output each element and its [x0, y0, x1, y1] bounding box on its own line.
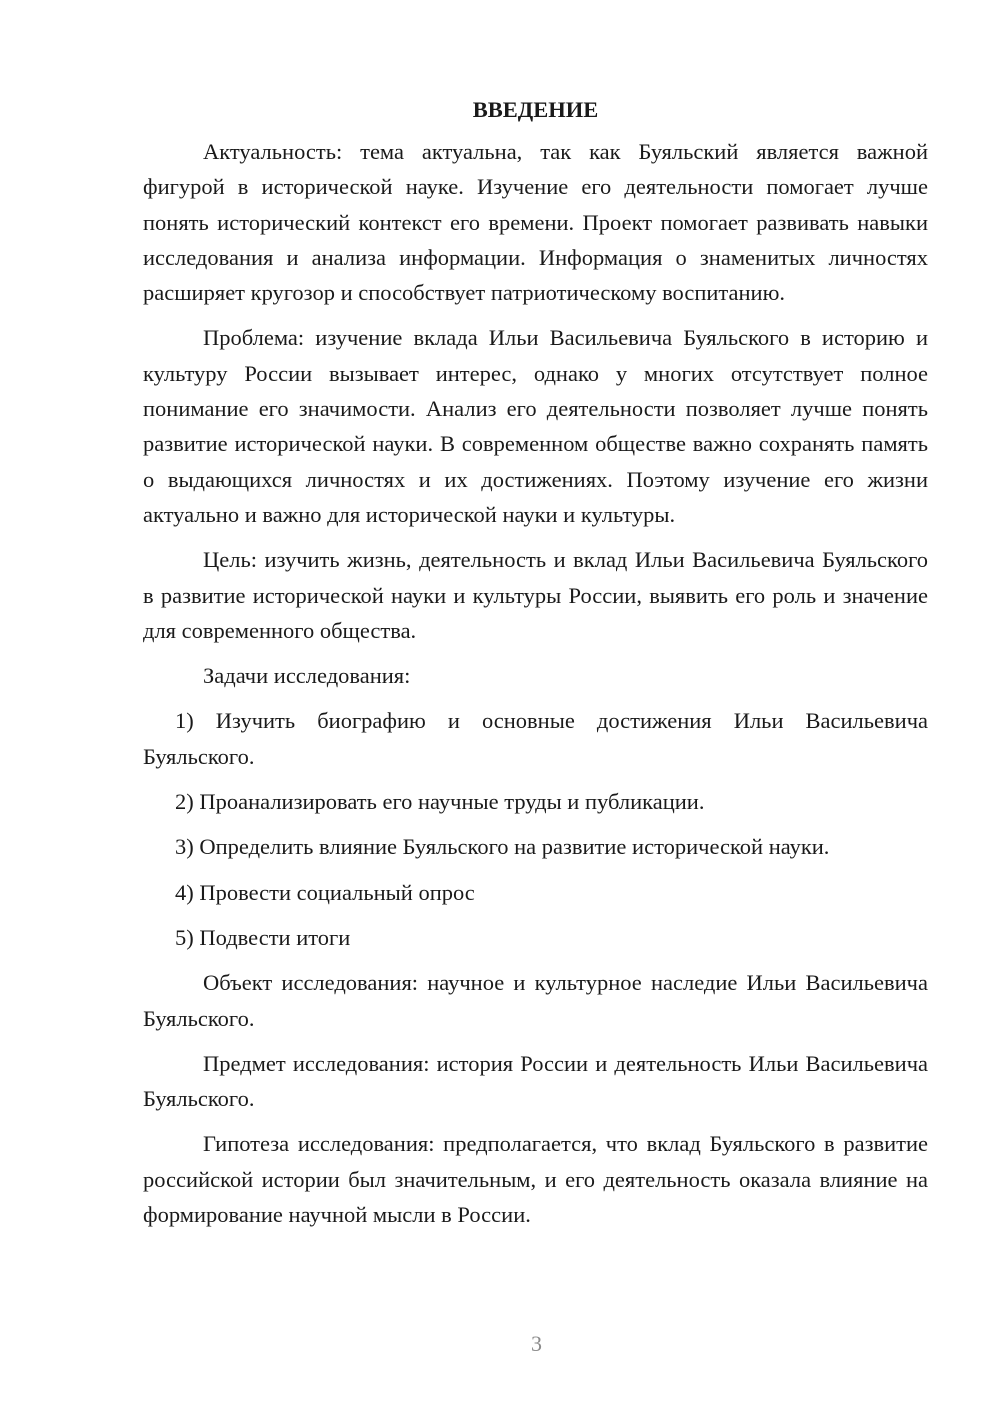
- goal-paragraph: Цель: изучить жизнь, деятельность и вклад Ильи Васильевича Буяльского в развитие исторической науки и культуры России, выявить его роль и значение для современного общества.: [143, 547, 928, 643]
- hypothesis-paragraph: Гипотеза исследования: предполагается, что вклад Буяльского в развитие российской истории был значительным, и его деятельность оказала влияние на формирование научной мысли в России.: [143, 1131, 928, 1228]
- subject-paragraph: Предмет исследования: история России и деятельность Ильи Васильевича Буяльского.: [143, 1050, 928, 1112]
- tasks-heading: Задачи исследования:: [203, 663, 411, 689]
- page-number: 3: [531, 1331, 542, 1356]
- task-item: 3) Определить влияние Буяльского на развитие исторической науки.: [175, 834, 830, 860]
- section-title: ВВЕДЕНИЕ: [472, 97, 599, 122]
- relevance-paragraph: Актуальность: тема актуальна, так как Буяльский является важной фигурой в исторической науке. Изучение его деятельности помогает лучше понять исторический контекст его времени. Проект помогает развивать навыки исследования и анализа информации. Информация о знаменитых личностях расширяет кругозор и способствует патриотическому воспитанию.: [143, 139, 928, 306]
- task-item: 1) Изучить биографию и основные достижения Ильи Васильевича Буяльского.: [143, 708, 928, 769]
- task-item: 2) Проанализировать его научные труды и публикации.: [175, 789, 705, 815]
- object-paragraph: Объект исследования: научное и культурное наследие Ильи Васильевича Буяльского.: [143, 970, 928, 1031]
- problem-paragraph: Проблема: изучение вклада Ильи Васильевича Буяльского в историю и культуру России вызывает интерес, однако у многих отсутствует полное понимание его значимости. Анализ его деятельности позволяет лучше понять развитие исторической науки. В современном обществе важно сохранять память о выдающихся личностях и их достижениях. Поэтому изучение его жизни актуально и важно для исторической науки и культуры.: [143, 325, 928, 527]
- task-item: 4) Провести социальный опрос: [175, 879, 475, 905]
- task-item: 5) Подвести итоги: [175, 924, 351, 950]
- document-body: [143, 90, 928, 1242]
